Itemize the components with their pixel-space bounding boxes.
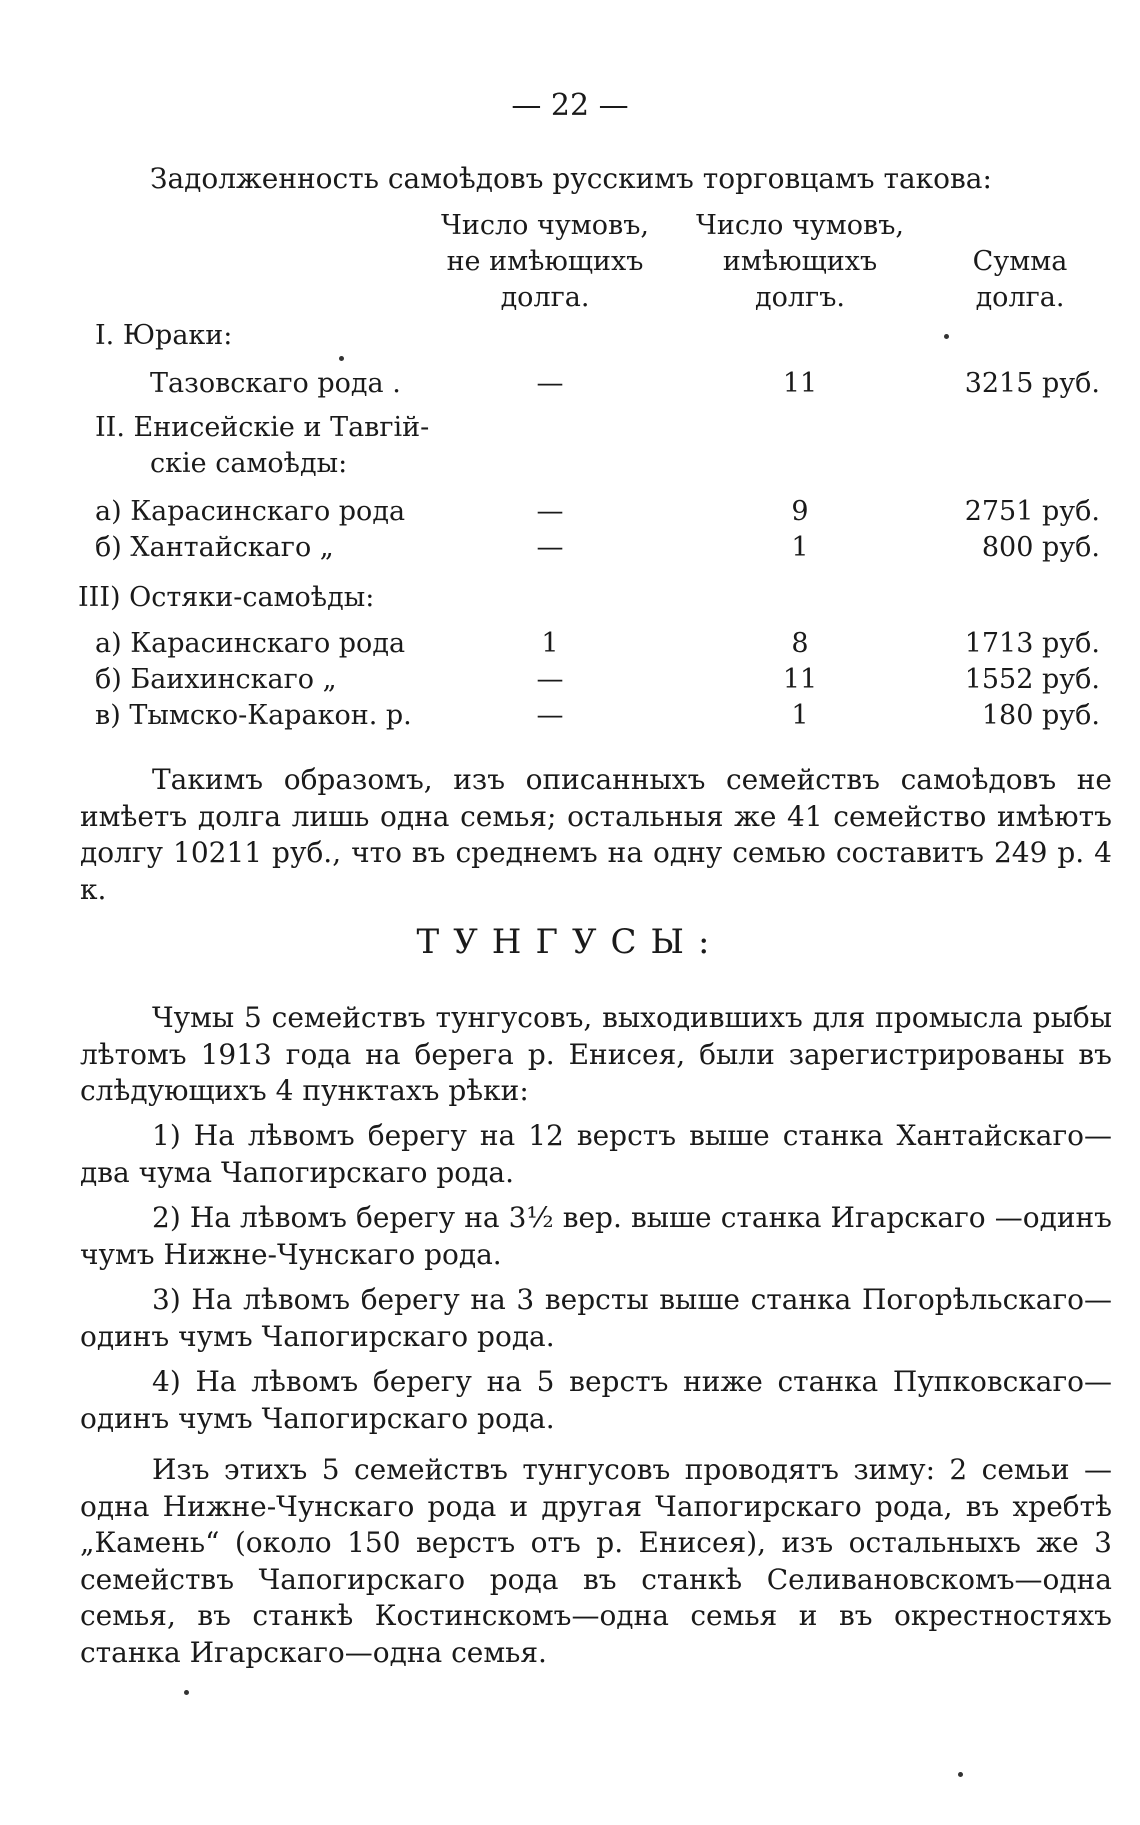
row-sum: 180 руб. — [981, 700, 1100, 731]
table-row — [0, 628, 1140, 664]
row-label: б) Хантайскаго „ — [95, 532, 334, 563]
page-number: — 22 — — [511, 88, 629, 123]
list-item: 2) На лѣвомъ берегу на 3½ вер. выше станка Игарскаго —одинъ чумъ Нижне-Чунскаго рода. — [80, 1201, 1112, 1271]
header-has-debt-line: долгъ. — [755, 282, 845, 313]
row-no-debt: — — [536, 664, 564, 695]
print-speck — [944, 334, 949, 339]
header-no-debt — [430, 208, 660, 316]
row-has-debt: 11 — [782, 664, 818, 695]
row-label: I. Юраки: — [95, 320, 233, 351]
row-has-debt: 9 — [791, 496, 809, 527]
header-sum-line: Сумма — [972, 246, 1068, 277]
row-label: а) Карасинскаго рода — [95, 496, 406, 527]
row-no-debt: — — [536, 368, 564, 399]
row-sum: 2751 руб. — [964, 496, 1100, 527]
row-has-debt: 1 — [791, 532, 809, 563]
tungus-intro-paragraph: Чумы 5 семействъ тунгусовъ, выходившихъ для промысла рыбы лѣтомъ 1913 года на берега р. Енисея, были зарегистрированы въ слѣдующихъ 4 пунктахъ рѣки: — [80, 1001, 1112, 1107]
table-row — [0, 412, 1140, 448]
table-intro: Задолженность самоѣдовъ русскимъ торговцамъ такова: — [150, 162, 992, 195]
print-speck — [339, 356, 344, 361]
table-row — [0, 532, 1140, 568]
row-no-debt: — — [536, 496, 564, 527]
header-sum — [950, 244, 1090, 316]
table-row — [0, 496, 1140, 532]
winter-paragraph: Изъ этихъ 5 семействъ тунгусовъ проводятъ зиму: 2 семьи —одна Нижне-Чунскаго рода и другая Чапогирскаго рода, въ хребтѣ „Камень“ (около 150 верстъ отъ р. Енисея), изъ остальныхъ же 3 семействъ Чапогирскаго рода въ станкѣ Селивановскомъ—одна семья, въ станкѣ Костинскомъ—одна семья и въ окрестностяхъ станка Игарскаго—одна семья. — [80, 1453, 1112, 1669]
row-has-debt: 8 — [791, 628, 809, 659]
table-row — [0, 368, 1140, 404]
row-no-debt: 1 — [541, 628, 559, 659]
print-speck — [184, 1690, 189, 1695]
table-row — [0, 320, 1140, 356]
row-label: а) Карасинскаго рода — [95, 628, 406, 659]
row-no-debt: — — [536, 532, 564, 563]
row-has-debt: 11 — [782, 368, 818, 399]
row-label: б) Баихинскаго „ — [95, 664, 337, 695]
summary-paragraph: Такимъ образомъ, изъ описанныхъ семействъ самоѣдовъ не имѣетъ долга лишь одна семья; остальныя же 41 семейство имѣютъ долгу 10211 руб., что въ среднемъ на одну семью составитъ 249 р. 4 к. — [80, 763, 1112, 906]
list-item: 1) На лѣвомъ берегу на 12 верстъ выше станка Хантайскаго—два чума Чапогирскаго рода. — [80, 1119, 1112, 1189]
list-item: 4) На лѣвомъ берегу на 5 верстъ ниже станка Пупковскаго—одинъ чумъ Чапогирскаго рода. — [80, 1365, 1112, 1435]
row-no-debt: — — [536, 700, 564, 731]
row-sum: 800 руб. — [981, 532, 1100, 563]
header-sum-line: долга. — [975, 282, 1065, 313]
row-label: II. Енисейскіе и Тавгій- — [95, 412, 430, 443]
row-label: в) Тымско-Каракон. р. — [95, 700, 412, 731]
header-no-debt-line: не имѣющихъ — [446, 246, 644, 277]
header-no-debt-line: долга. — [500, 282, 590, 313]
row-sum: 3215 руб. — [964, 368, 1100, 399]
row-label: скіе самоѣды: — [150, 448, 348, 479]
section-title: ТУНГУСЫ: — [416, 922, 724, 962]
table-row — [0, 582, 1140, 618]
list-item: 3) На лѣвомъ берегу на 3 версты выше станка Погорѣльскаго—одинъ чумъ Чапогирскаго рода. — [80, 1283, 1112, 1353]
row-has-debt: 1 — [791, 700, 809, 731]
header-no-debt-line: Число чумовъ, — [441, 210, 649, 241]
table-row — [0, 448, 1140, 484]
row-sum: 1713 руб. — [964, 628, 1100, 659]
row-label: Тазовскаго рода . — [150, 368, 401, 399]
header-has-debt — [685, 208, 915, 316]
header-has-debt-line: имѣющихъ — [722, 246, 878, 277]
table-row — [0, 700, 1140, 736]
print-speck — [958, 1772, 963, 1777]
table-row — [0, 664, 1140, 700]
row-sum: 1552 руб. — [964, 664, 1100, 695]
header-has-debt-line: Число чумовъ, — [696, 210, 904, 241]
row-label: III) Остяки-самоѣды: — [78, 582, 375, 613]
